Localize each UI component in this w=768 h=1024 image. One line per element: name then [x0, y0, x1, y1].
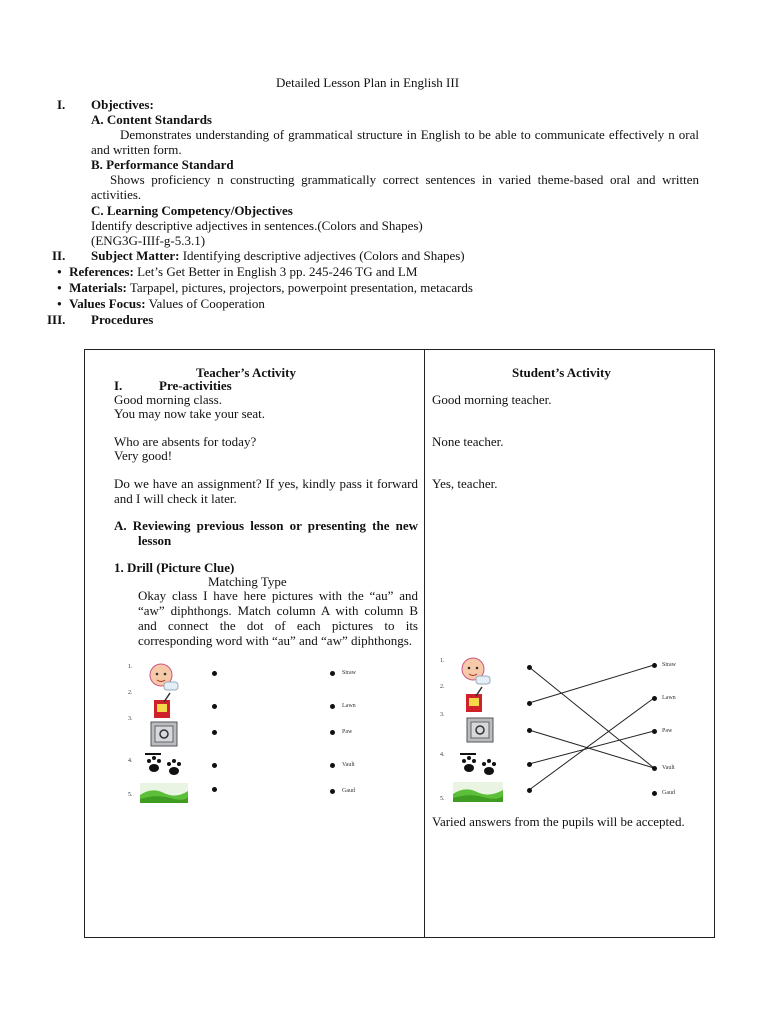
objectives-numeral: I. — [57, 97, 66, 112]
match-word: Gaud — [342, 788, 355, 794]
subject-matter-heading: Subject Matter: — [91, 248, 180, 263]
values-bullet — [57, 296, 265, 313]
match-dot-b — [330, 704, 335, 709]
match-number: 2. — [128, 690, 133, 696]
match-word: Lawn — [662, 695, 676, 701]
materials-label: Materials: — [69, 280, 127, 295]
match-dot-b — [652, 696, 657, 701]
references-bullet — [57, 264, 417, 281]
match-dot-a — [212, 730, 217, 735]
student-line-4: Varied answers from the pupils will be accepted. — [432, 814, 685, 829]
materials-text: Tarpapel, pictures, projectors, powerpoint presentation, metacards — [129, 280, 473, 295]
match-dot-b — [652, 729, 657, 734]
review-heading: A. Reviewing previous lesson or presenting the new lesson — [114, 518, 418, 548]
teacher-line-1: Good morning class. — [114, 392, 222, 407]
student-line-3: Yes, teacher. — [432, 476, 498, 491]
page-title: Detailed Lesson Plan in English III — [276, 75, 460, 90]
pre-activities-heading: Pre-activities — [159, 378, 232, 393]
student-line-1: Good morning teacher. — [432, 392, 552, 407]
match-dot-b — [330, 671, 335, 676]
match-word: Paw — [342, 729, 353, 735]
match-dot-b — [652, 663, 657, 668]
match-word: Straw — [662, 662, 676, 668]
teacher-line-2: You may now take your seat. — [114, 406, 266, 421]
match-number: 3. — [128, 716, 133, 722]
content-standards-heading: A. Content Standards — [91, 112, 212, 127]
match-number: 3. — [440, 712, 445, 718]
match-dot-b — [652, 766, 657, 771]
baby-picture — [146, 662, 180, 692]
match-dot-a — [527, 701, 532, 706]
subject-matter-numeral: II. — [52, 248, 66, 263]
match-number: 2. — [440, 684, 445, 690]
match-dot-b — [330, 763, 335, 768]
matching-type-label: Matching Type — [208, 574, 287, 589]
objectives-heading: Objectives: — [91, 97, 154, 112]
match-word: Vault — [662, 765, 675, 771]
match-dot-b — [652, 791, 657, 796]
competency-heading: C. Learning Competency/Objectives — [91, 203, 293, 218]
performance-text: Shows proficiency n constructing grammatically correct sentences in varied theme-based oral and written activities. — [91, 172, 699, 202]
paw-picture — [145, 752, 185, 778]
match-number: 1. — [128, 664, 133, 670]
drill-text: Okay class I have here pictures with the “au” and “aw” diphthongs. Match column A with column B and connect the dot of each pictures to its corresponding word with “au” and “aw” diphthongs. — [138, 588, 418, 648]
cup-straw-picture — [150, 692, 176, 720]
values-label: Values Focus: — [69, 296, 146, 311]
match-dot-a — [527, 788, 532, 793]
procedures-heading: Procedures — [91, 312, 154, 327]
match-dot-a — [212, 671, 217, 676]
subject-matter-line — [91, 248, 465, 263]
teacher-line-5: Do we have an assignment? If yes, kindly pass it forward and I will check it later. — [114, 476, 418, 506]
match-number: 4. — [440, 752, 445, 758]
match-number: 5. — [128, 792, 133, 798]
match-word: Gaud — [662, 790, 675, 796]
lawn-picture — [140, 783, 188, 803]
student-line-2: None teacher. — [432, 434, 504, 449]
pre-activities-numeral: I. — [114, 378, 123, 393]
competency-code: (ENG3G-IIIf-g-5.3.1) — [91, 233, 206, 248]
match-dot-a — [212, 704, 217, 709]
match-word: Lawn — [342, 703, 356, 709]
match-word: Paw — [662, 728, 673, 734]
content-standards-text: Demonstrates understanding of grammatical structure in English to be able to communicate effectively n oral and written form. — [91, 127, 699, 157]
match-dot-a — [527, 728, 532, 733]
match-number: 5. — [440, 796, 445, 802]
match-dot-b — [330, 730, 335, 735]
teacher-line-4: Very good! — [114, 448, 173, 463]
competency-text: Identify descriptive adjectives in sentences.(Colors and Shapes) — [91, 218, 423, 233]
subject-matter-text: Identifying descriptive adjectives (Colors and Shapes) — [182, 248, 465, 263]
performance-heading: B. Performance Standard — [91, 157, 234, 172]
match-dot-a — [212, 787, 217, 792]
table-column-divider — [424, 349, 425, 938]
teacher-line-3: Who are absents for today? — [114, 434, 257, 449]
teacher-header: Teacher’s Activity — [196, 365, 297, 380]
student-header: Student’s Activity — [512, 365, 611, 380]
procedures-numeral: III. — [47, 312, 66, 327]
values-text: Values of Cooperation — [148, 296, 265, 311]
match-number: 4. — [128, 758, 133, 764]
drill-heading: 1. Drill (Picture Clue) — [114, 560, 235, 575]
match-dot-a — [212, 763, 217, 768]
materials-bullet — [57, 280, 473, 297]
references-label: References: — [69, 264, 134, 279]
references-text: Let’s Get Better in English 3 pp. 245-246 TG and LM — [137, 264, 418, 279]
match-dot-b — [330, 789, 335, 794]
vault-picture — [149, 720, 179, 748]
match-word: Straw — [342, 670, 356, 676]
match-dot-a — [527, 762, 532, 767]
match-word: Vault — [342, 762, 355, 768]
match-dot-a — [527, 665, 532, 670]
match-number: 1. — [440, 658, 445, 664]
